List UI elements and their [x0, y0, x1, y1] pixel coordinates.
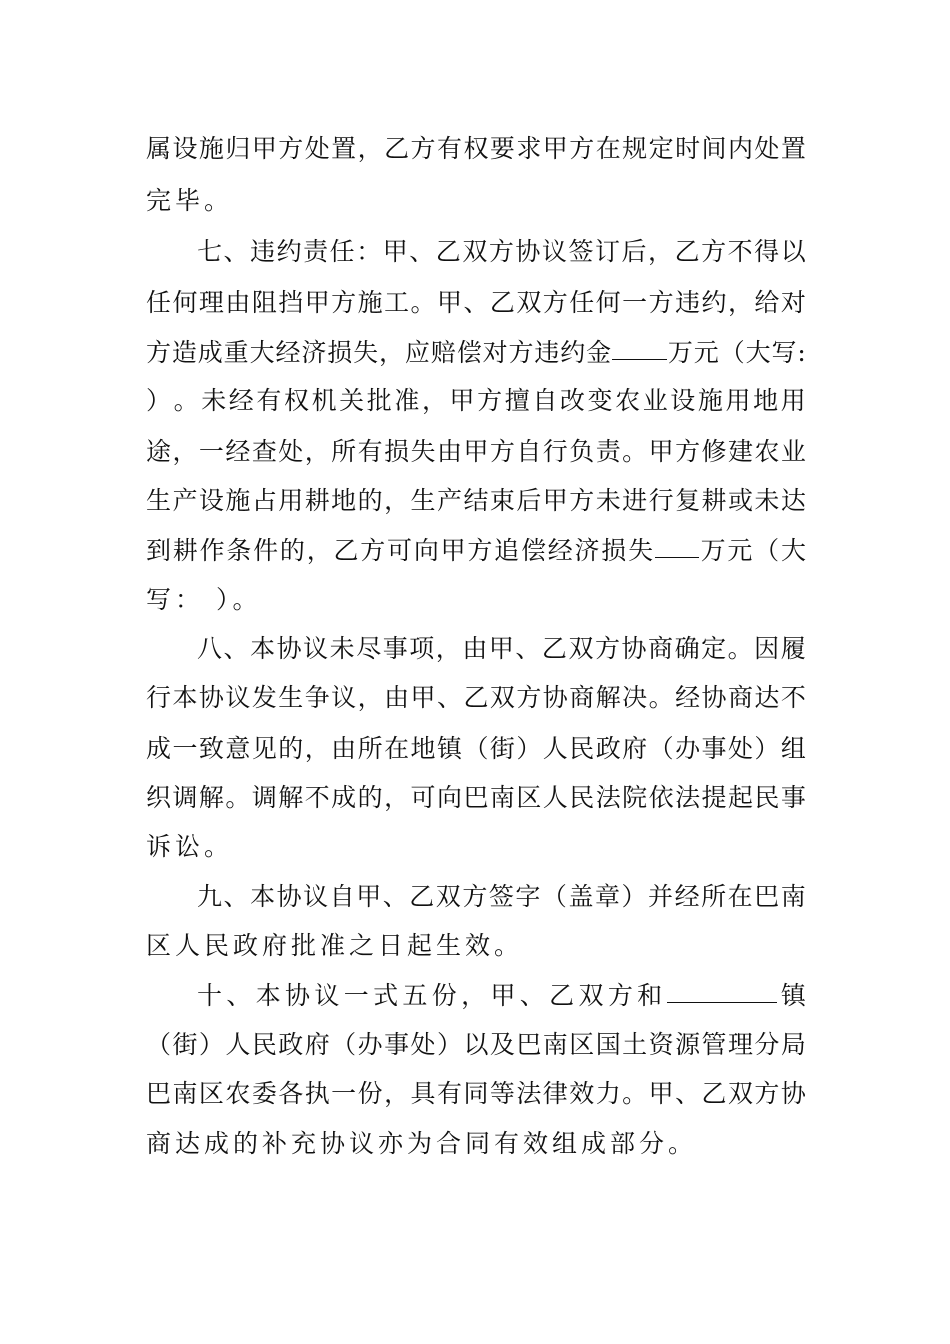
text-line: 九 、 本 协 议 自 甲 、 乙 双 方 签 字 （ 盖 章 ） 并 经 所 在 巴 南	[197, 882, 806, 911]
text-line: 十 、 本 协 议 一 式 五 份 ， 甲 、 乙 双 方 和 镇	[197, 976, 806, 1016]
text-line: （ 街 ） 人 民 政 府 （ 办 事 处 ） 以 及 巴 南 区 国 土 资 源 管 理 分 局	[146, 1030, 806, 1059]
text-line: 到 耕 作 条 件 的 ， 乙 方 可 向 甲 方 追 偿 经 济 损 失 万 元 （ 大	[146, 531, 806, 571]
text-line: 织 调 解 。 调 解 不 成 的 ， 可 向 巴 南 区 人 民 法 院 依 法 提 起 民 事	[146, 783, 806, 812]
text-line: 生 产 设 施 占 用 耕 地 的 ， 生 产 结 束 后 甲 方 未 进 行 复 耕 或 未 达	[146, 486, 806, 515]
text-line: 方 造 成 重 大 经 济 损 失 ， 应 赔 偿 对 方 违 约 金 万 元 （ 大 写 :	[146, 333, 806, 373]
text-line: 属 设 施 归 甲 方 处 置 ， 乙 方 有 权 要 求 甲 方 在 规 定 时 间 内 处 置	[146, 134, 806, 163]
fill-in-blank	[612, 333, 667, 360]
text-line: 区人民政府批准之日起生效。	[146, 931, 524, 960]
text-line: 任 何 理 由 阻 挡 甲 方 施 工 。 甲 、 乙 双 方 任 何 一 方 违 约 ， 给 对	[146, 288, 806, 317]
text-line: 七 、 违 约 责 任 ： 甲 、 乙 双 方 协 议 签 订 后 ， 乙 方 不 得 以	[197, 237, 806, 266]
text-line: 行 本 协 议 发 生 争 议 ， 由 甲 、 乙 双 方 协 商 解 决 。 经 协 商 达 不	[146, 683, 806, 712]
text-line: 写： ）。	[146, 585, 262, 614]
text-line: 途 ， 一 经 查 处 ， 所 有 损 失 由 甲 方 自 行 负 责 。 甲 方 修 建 农 业	[146, 437, 806, 466]
text-line: 商达成的补充协议亦为合同有效组成部分。	[146, 1129, 698, 1158]
text-line: 八 、 本 协 议 未 尽 事 项 ， 由 甲 、 乙 双 方 协 商 确 定 。 因 履	[197, 634, 806, 663]
fill-in-blank	[667, 976, 777, 1003]
text-line: 巴 南 区 农 委 各 执 一 份 ， 具 有 同 等 法 律 效 力 。 甲 、 乙 双 方 协	[146, 1079, 806, 1108]
text-line: ） 。 未 经 有 权 机 关 批 准 ， 甲 方 擅 自 改 变 农 业 设 施 用 地 用	[146, 386, 806, 415]
text-line: 诉讼。	[146, 832, 234, 861]
fill-in-blank	[655, 531, 699, 558]
text-line: 成 一 致 意 见 的 ， 由 所 在 地 镇 （ 街 ） 人 民 政 府 （ 办 事 处 ） 组	[146, 734, 806, 763]
text-line: 完毕。	[146, 186, 234, 215]
